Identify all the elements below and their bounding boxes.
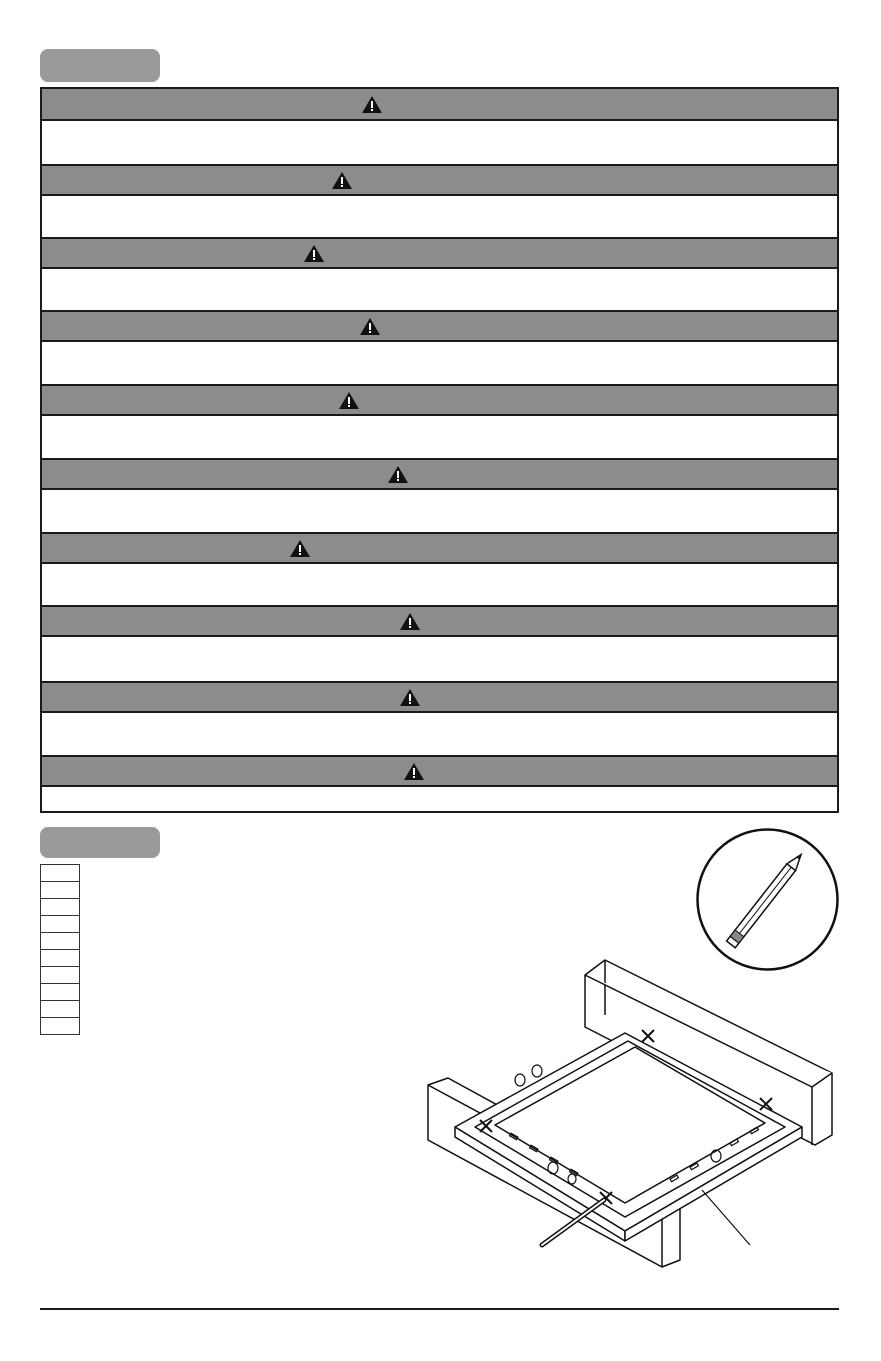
warning-header <box>42 683 837 713</box>
warning-body <box>42 713 837 757</box>
warning-body <box>42 787 837 811</box>
section-tab-installation <box>40 827 160 858</box>
warning-header <box>42 607 837 637</box>
warning-body <box>42 490 837 534</box>
warning-triangle-icon <box>388 466 408 483</box>
warning-header <box>42 166 837 196</box>
warning-triangle-icon <box>304 245 324 262</box>
checkbox[interactable] <box>40 881 80 898</box>
footer-divider <box>40 1308 839 1310</box>
warning-body <box>42 269 837 312</box>
warning-header <box>42 534 837 564</box>
warning-triangle-icon <box>404 763 424 780</box>
warning-table <box>40 87 839 813</box>
warning-header <box>42 89 837 121</box>
ceiling-frame-illustration <box>420 955 840 1275</box>
section-tab-safety <box>40 49 160 82</box>
warning-header <box>42 386 837 416</box>
checkbox[interactable] <box>40 932 80 949</box>
warning-body <box>42 121 837 166</box>
warning-body <box>42 564 837 607</box>
checkbox[interactable] <box>40 1017 80 1035</box>
checkbox[interactable] <box>40 898 80 915</box>
warning-body <box>42 342 837 386</box>
warning-header <box>42 757 837 787</box>
warning-triangle-icon <box>400 613 420 630</box>
warning-header <box>42 460 837 490</box>
checkbox[interactable] <box>40 949 80 966</box>
checkbox[interactable] <box>40 983 80 1000</box>
warning-triangle-icon <box>290 540 310 557</box>
warning-triangle-icon <box>360 318 380 335</box>
warning-body <box>42 416 837 460</box>
warning-header <box>42 312 837 342</box>
checklist <box>40 864 80 1035</box>
warning-body <box>42 637 837 683</box>
checkbox[interactable] <box>40 1000 80 1017</box>
checkbox[interactable] <box>40 966 80 983</box>
warning-triangle-icon <box>400 689 420 706</box>
checkbox[interactable] <box>40 864 80 881</box>
tool-callout <box>695 827 840 972</box>
pencil-icon <box>695 827 840 972</box>
checkbox[interactable] <box>40 915 80 932</box>
warning-body <box>42 196 837 239</box>
warning-triangle-icon <box>339 392 359 409</box>
warning-header <box>42 239 837 269</box>
warning-triangle-icon <box>362 96 382 113</box>
installation-illustration <box>420 955 840 1275</box>
warning-triangle-icon <box>332 172 352 189</box>
